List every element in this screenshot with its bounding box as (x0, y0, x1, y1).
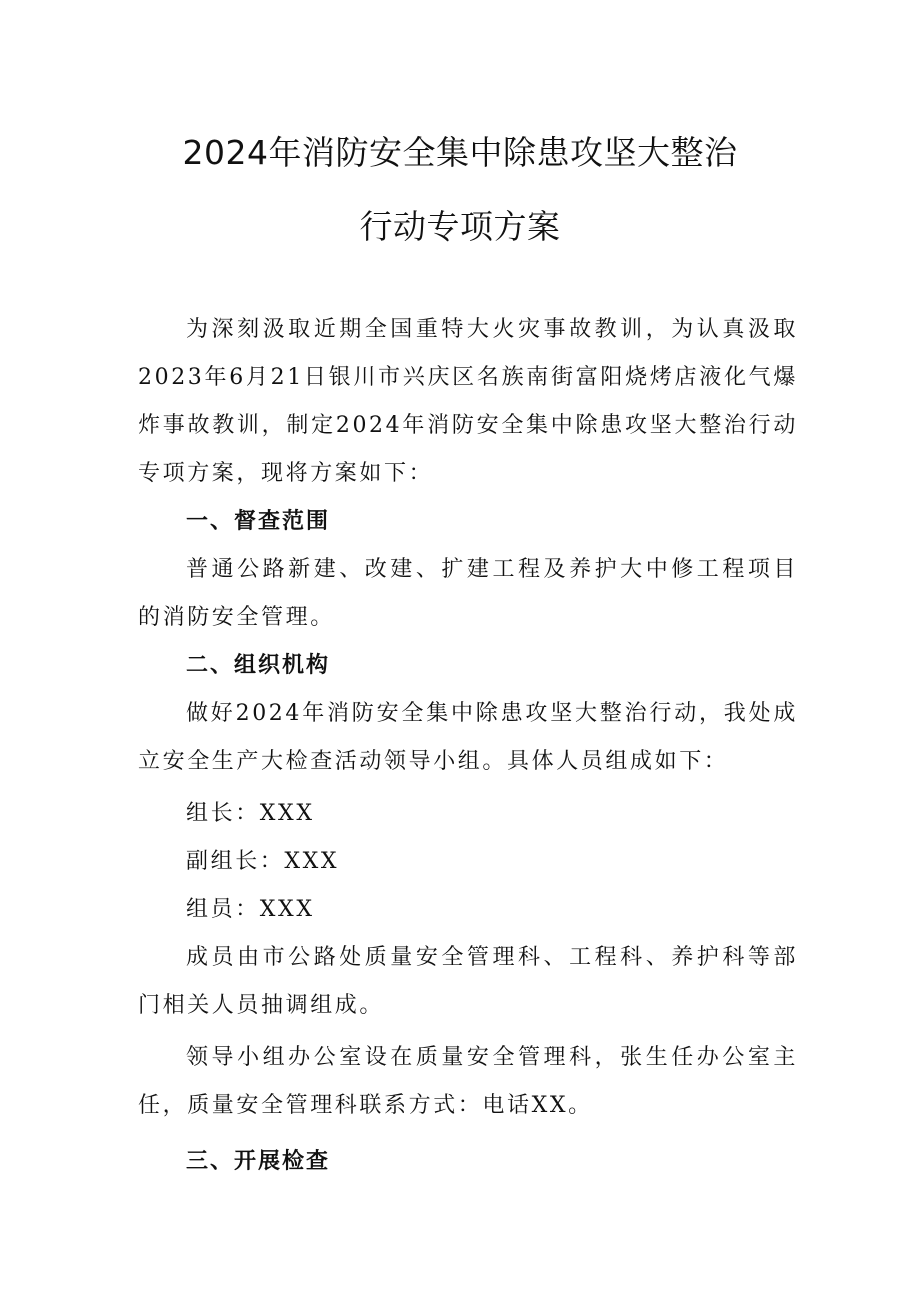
composition-text: 成员由市公路处质量安全管理科、工程科、养护科等部门相关人员抽调组成。 (138, 945, 798, 1018)
section-2-heading: 二、组织机构 (186, 653, 331, 678)
office-text: 领导小组办公室设在质量安全管理科，张生任办公室主任，质量安全管理科联系方式：电话XX。 (138, 1045, 798, 1118)
section-3-heading: 三、开展检查 (186, 1149, 331, 1174)
deputy-leader-line: 副组长：XXX (186, 849, 340, 874)
group-leader-line: 组长：XXX (186, 801, 315, 826)
composition-paragraph (138, 934, 798, 1030)
document-title-line-2: 行动专项方案 (359, 207, 561, 246)
section-2-text: 做好2024年消防安全集中除患攻坚大整治行动，我处成立安全生产大检查活动领导小组。具体人员组成如下： (138, 701, 798, 774)
office-paragraph (138, 1034, 798, 1130)
section-1-heading: 一、督查范围 (186, 509, 331, 534)
section-1-text: 普通公路新建、改建、扩建工程及养护大中修工程项目的消防安全管理。 (138, 557, 798, 630)
section-1-paragraph (138, 546, 798, 642)
intro-paragraph (138, 306, 798, 498)
intro-text: 为深刻汲取近期全国重特大火灾事故教训，为认真汲取2023年6月21日银川市兴庆区名族南街富阳烧烤店液化气爆炸事故教训，制定2024年消防安全集中除患攻坚大整治行动专项方案，现将方案如下： (138, 317, 798, 486)
group-member-line: 组员：XXX (186, 897, 315, 922)
document-title-line-1: 2024年消防安全集中除患攻坚大整治 (182, 133, 738, 172)
section-2-paragraph (138, 690, 798, 786)
